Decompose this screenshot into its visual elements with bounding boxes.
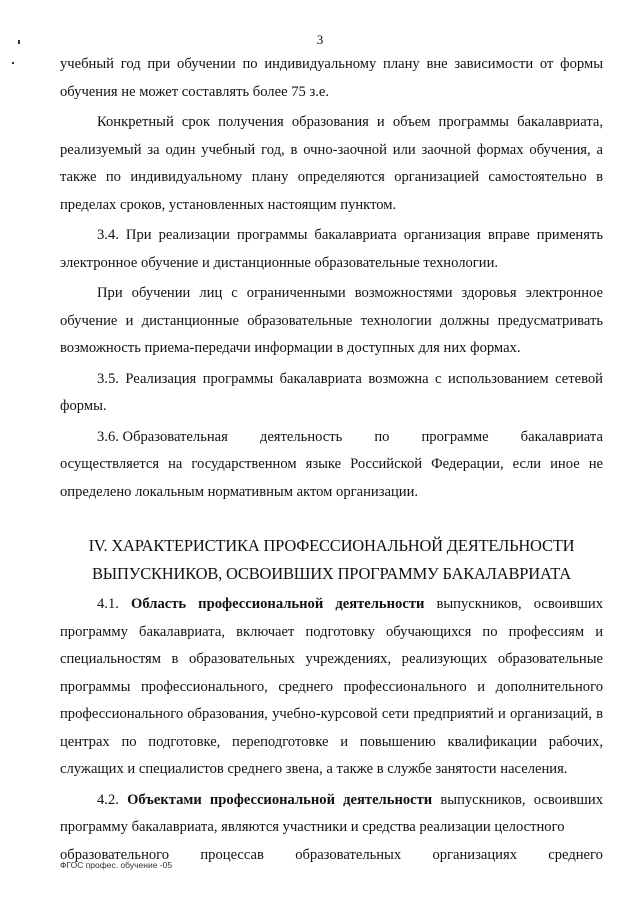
clause-number: 4.2. bbox=[97, 791, 128, 808]
word: процессав bbox=[200, 846, 264, 863]
bold-term: Объектами профессиональной деятельности bbox=[127, 791, 433, 808]
word: образовательного bbox=[60, 846, 170, 863]
paragraph: 3.5. Реализация программы бакалавриата возможна с использованием сетевой формы. bbox=[60, 370, 603, 414]
word: среднего bbox=[548, 846, 603, 863]
section-4-2 bbox=[60, 787, 603, 842]
scan-mark bbox=[12, 62, 14, 64]
word: образовательных bbox=[295, 846, 402, 863]
paragraph: При обучении лиц с ограниченными возможностями здоровья электронное обучение и дистанционные образовательные технологии должны предусматривать возможность приема-передачи информации в доступных для них формах. bbox=[60, 285, 603, 356]
paragraph: Конкретный срок получения образования и объем программы бакалавриата, реализуемый за один учебный год, в очно-заочной или заочной формах обучения, а также по индивидуальному плану определяются организацией самостоятельно в пределах сроков, установленных настоящим пунктом. bbox=[60, 114, 603, 213]
bold-term: Область профессиональной деятельности bbox=[130, 596, 425, 612]
word: деятельность bbox=[259, 428, 343, 445]
footer-note: ФГОС профес. обучение -05 bbox=[60, 860, 173, 870]
section-4-1 bbox=[60, 591, 603, 784]
heading-line: IV. ХАРАКТЕРИСТИКА ПРОФЕССИОНАЛЬНОЙ ДЕЯТЕЛЬНОСТИ bbox=[88, 536, 575, 555]
word: 3.6. Образовательная bbox=[97, 428, 228, 445]
document-body bbox=[60, 51, 603, 869]
section-heading bbox=[60, 532, 603, 588]
word: по bbox=[374, 428, 390, 445]
paragraph-first-line bbox=[60, 424, 603, 452]
word: программе bbox=[421, 428, 489, 445]
heading-line: ВЫПУСКНИКОВ, ОСВОИВШИХ ПРОГРАММУ БАКАЛАВРИАТА bbox=[92, 564, 571, 583]
paragraph: 3.4. При реализации программы бакалавриата организация вправе применять электронное обучение и дистанционные образовательные технологии. bbox=[60, 227, 603, 271]
paragraph: учебный год при обучении по индивидуальному плану вне зависимости от формы обучения не может составлять более 75 з.е. bbox=[60, 56, 603, 100]
page-number: 3 bbox=[316, 32, 324, 47]
word: организациях bbox=[432, 846, 517, 863]
clause-text: выпускников, освоивших программу бакалавриата, являются участники и средства реализации целостного bbox=[60, 791, 603, 835]
word: бакалавриата bbox=[520, 428, 603, 445]
clause-number: 4.1. bbox=[97, 596, 131, 612]
paragraph: осуществляется на государственном языке Российской Федерации, если иное не определено локальным нормативным актом организации. bbox=[60, 456, 603, 500]
clause-text: выпускников, освоивших программу бакалавриата, включает подготовку обучающихся по профессиям и специальностям в образовательных учреждениях, реализующих образовательные программы профессионального, среднего профессионального и дополнительного профессионального образования, учебно-курсовой сети предприятий и организаций, в центрах по подготовке, переподготовке и повышению квалификации рабочих, служащих и специалистов среднего звена, а также в службе занятости населения. bbox=[60, 596, 603, 777]
